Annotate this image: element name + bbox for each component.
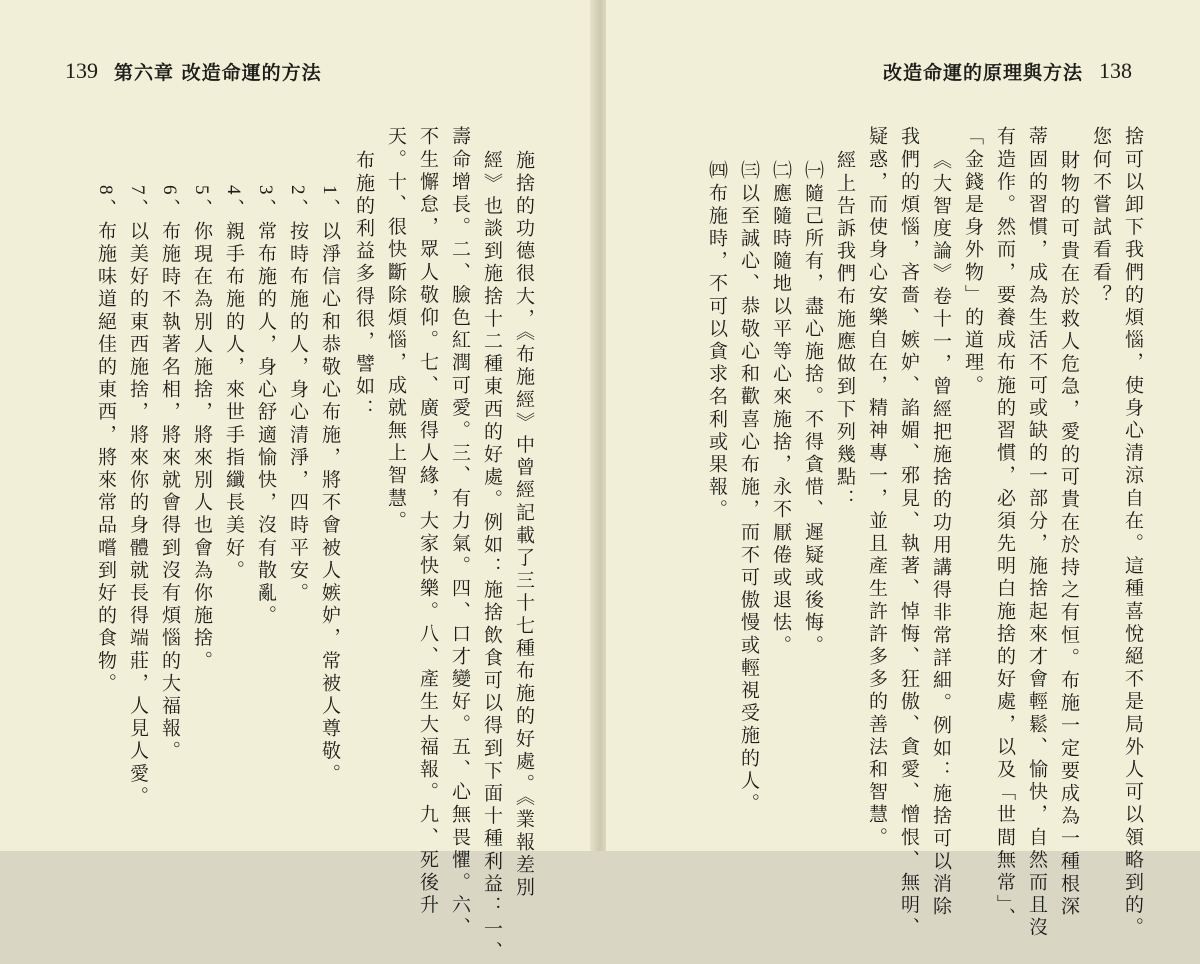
text-column: 壽命增長。二、臉色紅潤可愛。三、有力氣。四、口才變好。五、心無畏懼。六、 bbox=[449, 126, 471, 940]
text-column: 蒂固的習慣，成為生活不可或缺的一部分，施捨起來才會輕鬆、愉快，自然而且沒 bbox=[1026, 126, 1048, 940]
text-column: 疑惑，而使身心安樂自在，精神專一，並且產生許許多多的善法和智慧。 bbox=[866, 126, 888, 850]
text-column: 《大智度論》卷十一，曾經把施捨的功用講得非常詳細。例如：施捨可以消除 bbox=[930, 150, 952, 919]
text-column: 經上告訴我們布施應做到下列幾點： bbox=[834, 150, 856, 512]
text-column: 「金錢是身外物」的道理。 bbox=[962, 126, 984, 398]
list-item: 8、布施味道絕佳的東西，將來常品嚐到好的食物。 bbox=[95, 185, 116, 696]
list-item: 4、親手布施的人，來世手指纖長美好。 bbox=[223, 185, 244, 583]
text-column: 不生懈怠，眾人敬仰。七、廣得人緣，大家快樂。八、產生大福報。九、死後升 bbox=[417, 126, 439, 917]
list-item: ㈠隨己所有，盡心施捨。不得貪惜、遲疑或後悔。 bbox=[802, 160, 824, 658]
left-page-running-title: 第六章 改造命運的方法 bbox=[114, 61, 322, 84]
text-column: 天。十、很快斷除煩惱，成就無上智慧。 bbox=[385, 126, 407, 533]
list-item: 7、以美好的東西施捨，將來你的身體就長得端莊，人見人愛。 bbox=[127, 185, 148, 809]
right-page bbox=[606, 0, 1200, 940]
list-item: 6、布施時不執著名相，將來就會得到沒有煩惱的大福報。 bbox=[159, 185, 180, 764]
text-column: 經》也談到施捨十二種東西的好處。例如：施捨飲食可以得到下面十種利益：一、 bbox=[481, 150, 503, 964]
right-page-number: 138 bbox=[1099, 58, 1132, 83]
left-page-header bbox=[65, 56, 322, 86]
list-item: ㈢以至誠心、恭敬心和歡喜心布施，而不可傲慢或輕視受施的人。 bbox=[738, 160, 760, 816]
left-page-number: 139 bbox=[65, 58, 98, 83]
list-item: ㈣布施時，不可以貪求名利或果報。 bbox=[706, 160, 728, 522]
list-item: 2、按時布施的人，身心清淨，四時平安。 bbox=[287, 185, 308, 605]
text-column: 我們的煩惱，吝嗇、嫉妒、諂媚、邪見、執著、悼悔、狂傲、貪愛、憎恨、無明、 bbox=[898, 126, 920, 940]
list-item: 1、以淨信心和恭敬心布施，將不會被人嫉妒，常被人尊敬。 bbox=[319, 185, 340, 786]
text-column: 財物的可貴在於救人危急，愛的可貴在於持之有恒。布施一定要成為一種根深 bbox=[1058, 150, 1080, 919]
list-item: 5、你現在為別人施捨，將來別人也會為你施捨。 bbox=[191, 185, 212, 673]
text-column: 有造作。然而，要養成布施的習慣，必須先明白施捨的好處，以及「世間無常」、 bbox=[994, 126, 1016, 931]
list-item: 3、常布施的人，身心舒適愉快，沒有散亂。 bbox=[255, 185, 276, 628]
text-column: 您何不嘗試看看？ bbox=[1090, 126, 1112, 307]
text-column: 布施的利益多得很，譬如： bbox=[353, 150, 375, 422]
text-column: 施捨的功德很大，《布施經》中曾經記載了三十七種布施的好處。《業報差別 bbox=[513, 150, 535, 900]
right-page-header bbox=[883, 56, 1132, 86]
left-page bbox=[0, 0, 594, 964]
text-column: 捨可以卸下我們的煩惱，使身心清涼自在。這種喜悅絕不是局外人可以領略到的。 bbox=[1122, 126, 1144, 940]
list-item: ㈡應隨時隨地以平等心來施捨，永不厭倦或退怯。 bbox=[770, 160, 792, 658]
right-page-running-title: 改造命運的原理與方法 bbox=[882, 61, 1083, 84]
